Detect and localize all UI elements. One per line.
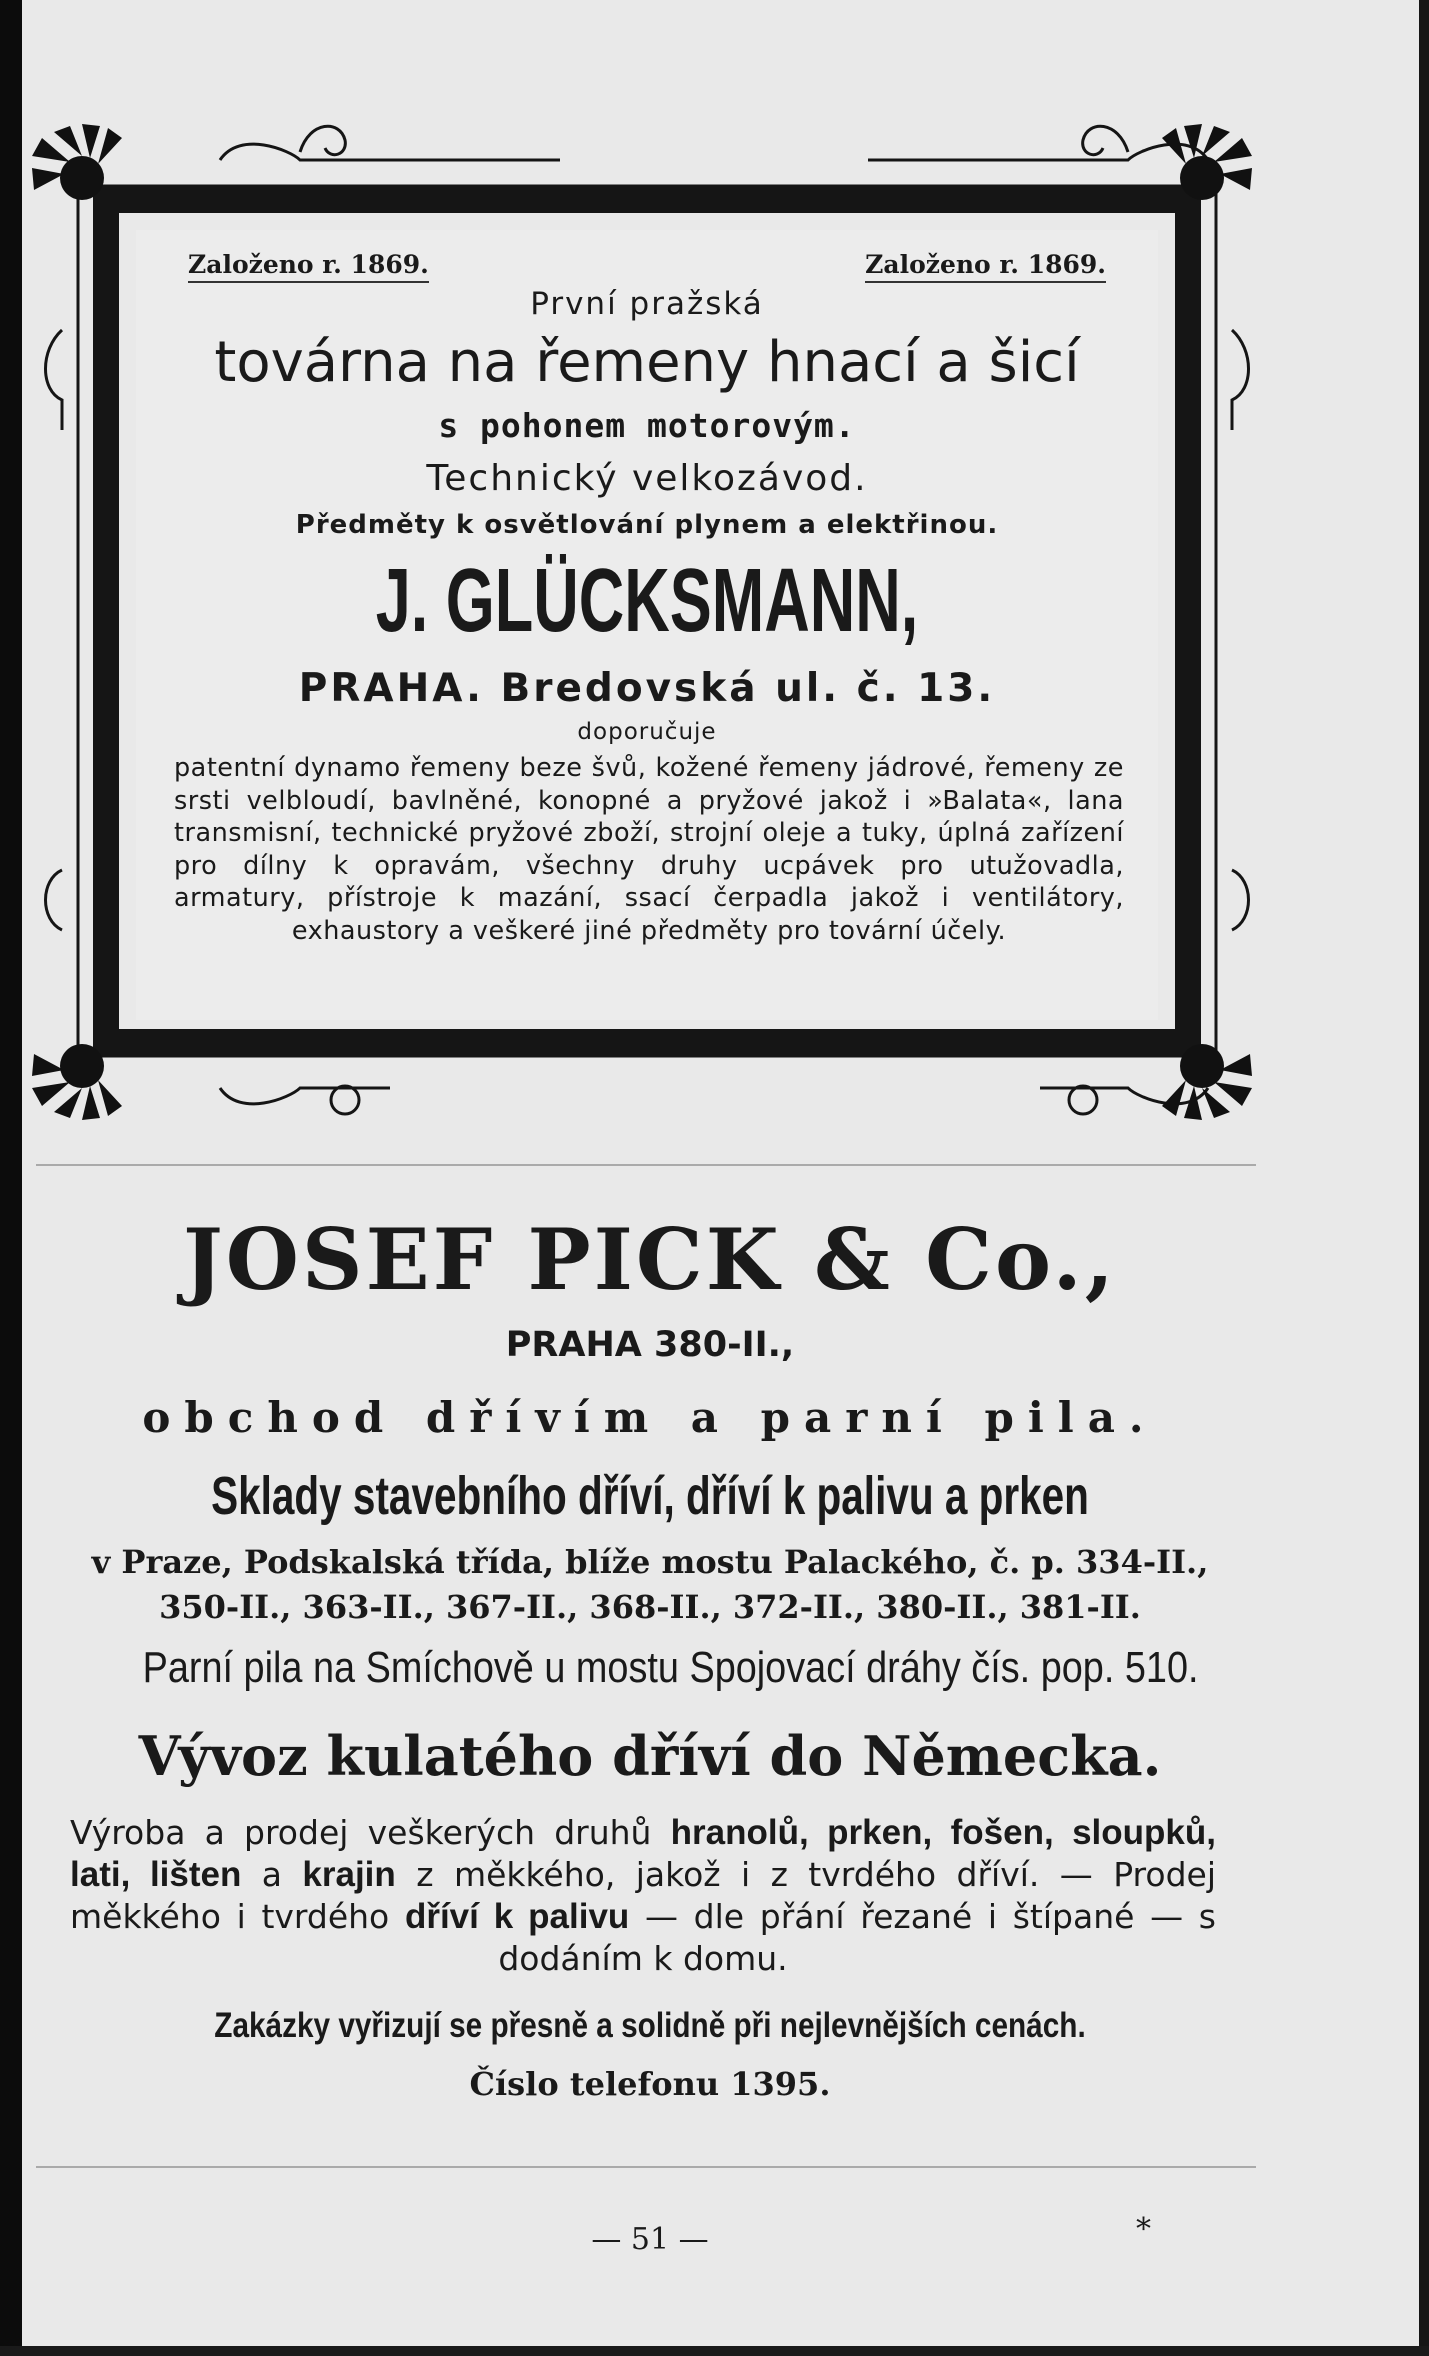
ad2-sawmill: Parní pila na Smíchově u mostu Spojovací dráhy čís. pop. 510. — [142, 1643, 1199, 1692]
ad2-phone: Číslo telefonu 1395. — [469, 2065, 831, 2103]
ad2-export: Vývoz kulatého dříví do Německa. — [138, 1724, 1162, 1788]
ad2-production-text — [70, 1812, 1216, 1980]
ad2-addresses — [60, 1540, 1240, 1630]
production-bold-2: krajin — [302, 1855, 396, 1894]
ad1-first-prague: První pražská — [530, 286, 764, 322]
ad2-business: obchod dřívím a parní pila. — [142, 1393, 1158, 1442]
asterisk-mark: * — [1136, 2212, 1151, 2247]
ad1-motor-drive: s pohonem motorovým. — [438, 406, 856, 445]
ad2-orders: Zakázky vyřizují se přesně a solidně při nejlevnějších cenách. — [214, 2006, 1086, 2045]
production-text-1: Výroba a prodej veškerých druhů — [70, 1813, 671, 1852]
ad1-technical-works: Technický velkozávod. — [426, 458, 868, 499]
ad1-product-list: patentní dynamo řemeny beze švů, kožené řemeny jádrové, řemeny ze srsti velbloudí, bavlněné, konopné a pryžové jakož i »Balata«, lana transmisní, technické pryžové zboží, strojní oleje a tuky, úplná zařízení pro dílny k opravám, všechny druhy ucpávek pro utužovadla, armatury, přístroje k mazání, ssací čerpadla jakož i ventilátory, exhaustory a veškeré jiné předměty pro tovární účely. — [174, 753, 1124, 946]
production-text-3: z měkkého, jakož i z tvrdého dříví. — Prodej měkkého i tvrdého — [70, 1855, 1216, 1936]
ad1-company-name: J. GLÜCKSMANN, — [375, 551, 919, 651]
ad1-address: PRAHA. Bredovská ul. č. 13. — [298, 666, 996, 711]
production-text-4: — dle přání řezané i štípané — s dodáním k domu. — [498, 1897, 1216, 1978]
ad2-company-name: JOSEF PICK & Co., — [182, 1210, 1118, 1309]
ad2-address-line-1: v Praze, Podskalská třída, blíže mostu Palackého, č. p. 334-II., — [91, 1543, 1209, 1581]
ad2-warehouses: Sklady stavebního dříví, dříví k palivu a prken — [211, 1466, 1089, 1526]
production-bold-3: dříví k palivu — [404, 1897, 630, 1936]
production-text-2: a — [241, 1855, 303, 1894]
production-bold-1: hranolů, prken, fošen, sloupků, lati, lišten — [70, 1813, 1216, 1894]
founded-year-left: Založeno r. 1869. — [188, 250, 429, 283]
founded-year-right: Založeno r. 1869. — [865, 250, 1106, 283]
ad1-factory-heading: továrna na řemeny hnací a šicí — [214, 330, 1080, 395]
ad1-recommends: doporučuje — [577, 719, 717, 745]
glucksmann-advertisement — [136, 230, 1158, 1020]
ad2-city: PRAHA 380-II., — [505, 1325, 795, 1365]
ad1-lighting-items: Předměty k osvětlování plynem a elektřinou. — [295, 510, 999, 540]
scan-edge-bottom — [0, 2346, 1429, 2356]
page-number: — 51 — — [591, 2222, 709, 2257]
ad2-address-line-2: 350-II., 363-II., 367-II., 368-II., 372-II., 380-II., 381-II. — [159, 1588, 1141, 1626]
